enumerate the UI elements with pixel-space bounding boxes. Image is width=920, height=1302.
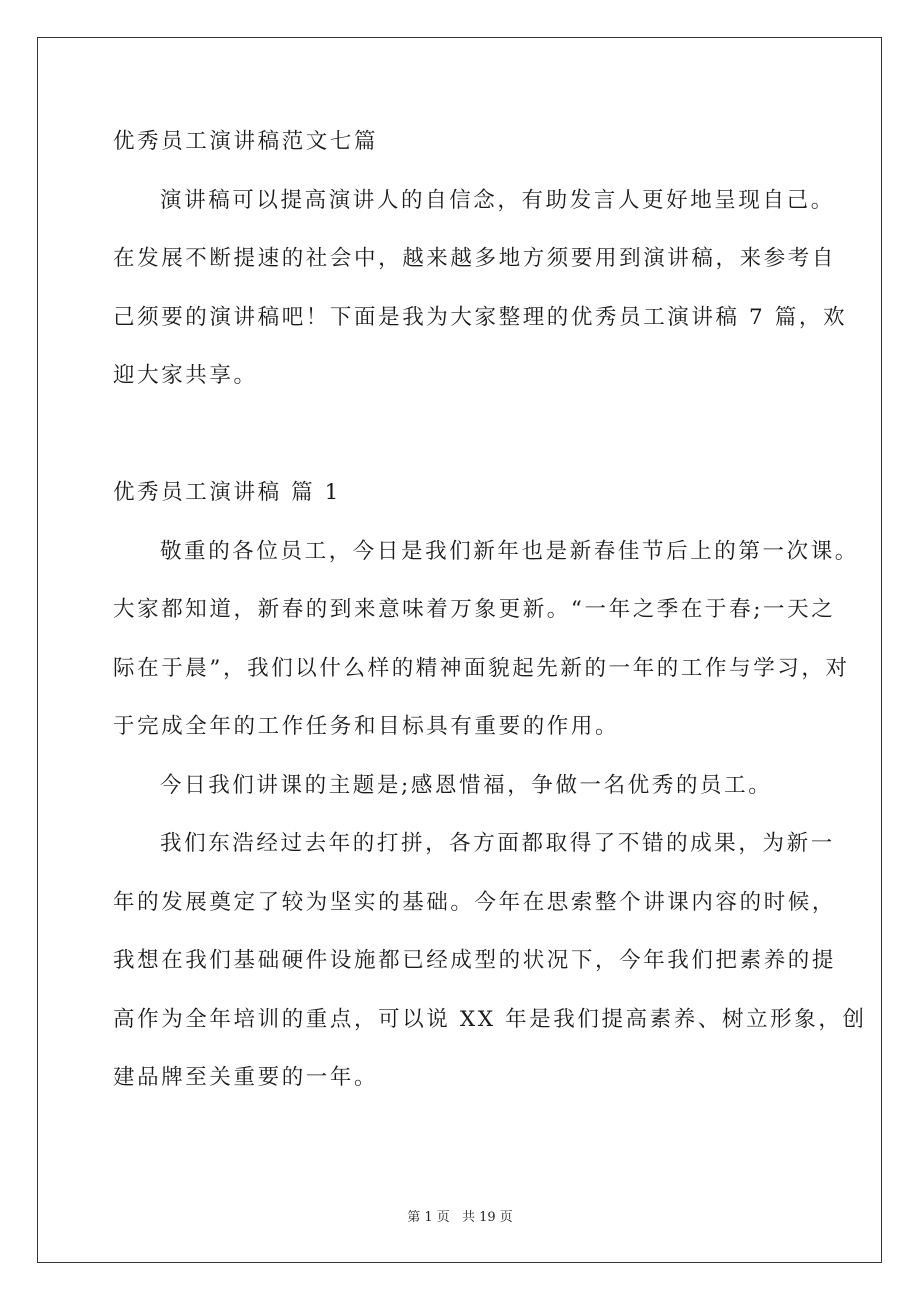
paragraph-line: 我们东浩经过去年的打拼，各方面都取得了不错的成果，为新一 — [160, 831, 835, 856]
document-body — [113, 123, 867, 1118]
document-title: 优秀员工演讲稿范文七篇 — [113, 129, 379, 154]
paragraph-line: 际在于晨”，我们以什么样的精神面貌起先新的一年的工作与学习，对 — [113, 655, 850, 681]
intro-line: 演讲稿可以提高演讲人的自信念，有助发言人更好地呈现自己。 — [160, 187, 835, 213]
paragraph-line: 高作为全年培训的重点，可以说 XX 年是我们提高素养、树立形象，创 — [113, 1006, 867, 1032]
paragraph-line: 今日我们讲课的主题是;感恩惜福，争做一名优秀的员工。 — [160, 772, 773, 798]
section-heading: 优秀员工演讲稿 篇 1 — [113, 480, 341, 505]
page-total: 共 19 页 — [461, 1210, 513, 1225]
page-number: 第 1 页 — [407, 1210, 450, 1225]
intro-line: 迎大家共享。 — [113, 363, 258, 388]
paragraph-line: 我想在我们基础硬件设施都已经成型的状况下，今年我们把素养的提 — [113, 948, 837, 973]
paragraph-line: 年的发展奠定了较为坚实的基础。今年在思索整个讲课内容的时候， — [113, 889, 837, 915]
page-footer — [0, 1206, 920, 1225]
intro-line: 在发展不断提速的社会中，越来越多地方须要用到演讲稿，来参考自 — [113, 246, 837, 271]
intro-line: 己须要的演讲稿吧！下面是我为大家整理的优秀员工演讲稿 7 篇，欢 — [113, 304, 848, 330]
paragraph-line: 敬重的各位员工，今日是我们新年也是新春佳节后上的第一次课。 — [160, 538, 859, 564]
paragraph-line: 于完成全年的工作任务和目标具有重要的作用。 — [113, 714, 620, 739]
spacer — [113, 416, 825, 475]
paragraph-line: 建品牌至关重要的一年。 — [113, 1065, 379, 1090]
paragraph-line: 大家都知道，新春的到来意味着万象更新。“一年之季在于春;一天之 — [113, 597, 836, 622]
